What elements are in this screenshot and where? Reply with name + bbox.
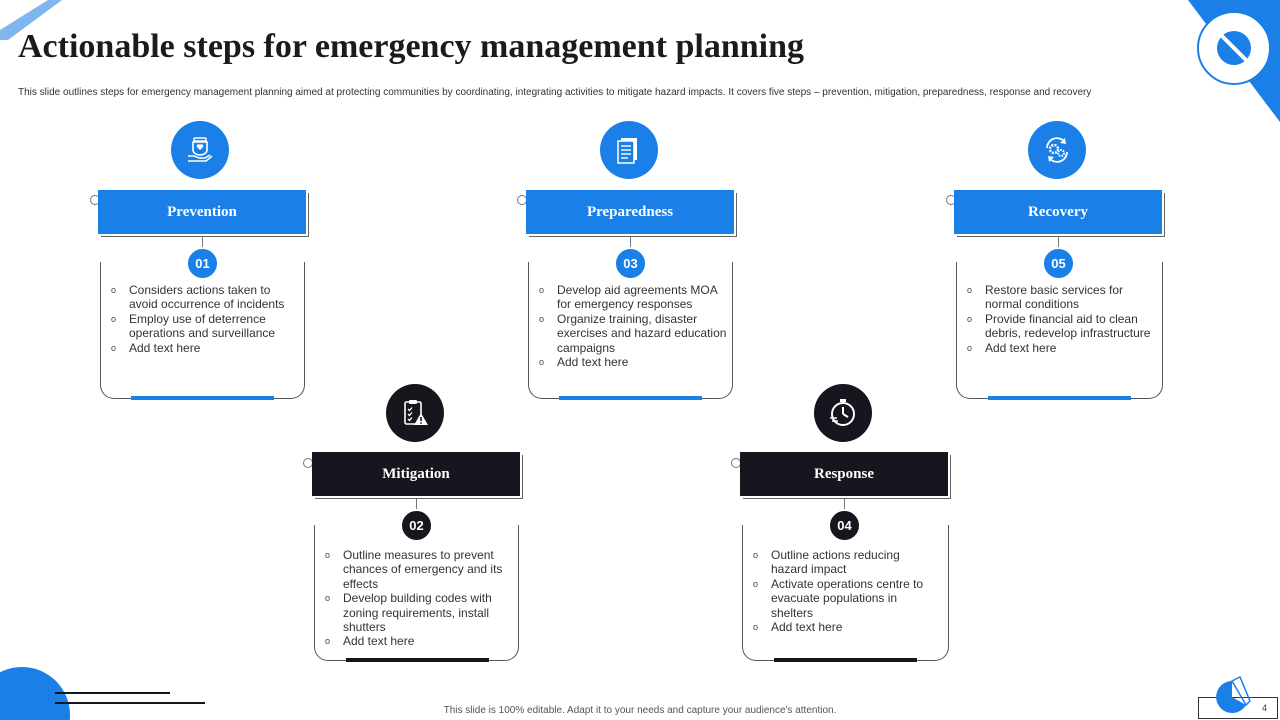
prevention-icon-circle — [171, 121, 229, 179]
page-number-pie-graphic — [1212, 675, 1252, 717]
page-number: 4 — [1261, 703, 1267, 713]
stopwatch-icon — [827, 397, 859, 429]
mitigation-label: Mitigation — [312, 452, 520, 496]
mitigation-bullet-1: o Outline measures to prevent chances of emergency and its effects — [315, 548, 511, 591]
clipboard-warning-icon — [399, 397, 431, 429]
recovery-icon-circle — [1028, 121, 1086, 179]
prevention-label: Prevention — [98, 190, 306, 234]
preparedness-label: Preparedness — [526, 190, 734, 234]
gears-cycle-icon — [1041, 134, 1073, 166]
response-icon-circle — [814, 384, 872, 442]
prevention-card — [100, 262, 305, 399]
preparedness-bullet-2: o Organize training, disaster exercises and hazard education campaigns — [529, 312, 729, 355]
response-step-number: 04 — [828, 509, 861, 542]
mitigation-bullet-3: o Add text here — [315, 634, 511, 648]
prevention-bullet-3: o Add text here — [101, 341, 301, 355]
prevention-bullet-2: o Employ use of deterrence operations and surveillance — [101, 312, 301, 341]
response-card-bar — [774, 658, 917, 662]
preparedness-icon-circle — [600, 121, 658, 179]
recovery-card — [956, 262, 1163, 399]
recovery-bullet-3: o Add text here — [957, 341, 1159, 355]
mitigation-card-bar — [346, 658, 489, 662]
response-bullet-2: o Activate operations centre to evacuate populations in shelters — [743, 577, 933, 620]
response-card — [742, 525, 949, 661]
preparedness-bullet-3: o Add text here — [529, 355, 729, 369]
footer-note: This slide is 100% editable. Adapt it to your needs and capture your audience's attention. — [443, 705, 837, 716]
page-subtitle: This slide outlines steps for emergency management planning aimed at protecting communities by coordinating, integrating activities to mitigate hazard impacts. It covers five steps – prevention, mitigation, preparedness, response and recovery — [18, 87, 1092, 98]
mitigation-card — [314, 525, 519, 661]
response-bullet-1: o Outline actions reducing hazard impact — [743, 548, 933, 577]
documents-icon — [613, 134, 645, 166]
preparedness-bullet-1: o Develop aid agreements MOA for emergency responses — [529, 283, 729, 312]
preparedness-card-bar — [559, 396, 702, 400]
response-label: Response — [740, 452, 948, 496]
mitigation-step-number: 02 — [400, 509, 433, 542]
prevention-bullet-1: o Considers actions taken to avoid occurrence of incidents — [101, 283, 301, 312]
preparedness-step-number: 03 — [614, 247, 647, 280]
prevention-card-bar — [131, 396, 274, 400]
mitigation-icon-circle — [386, 384, 444, 442]
response-bullet-3: o Add text here — [743, 620, 933, 634]
recovery-step-number: 05 — [1042, 247, 1075, 280]
mitigation-bullet-2: o Develop building codes with zoning requirements, install shutters — [315, 591, 511, 634]
prevention-step-number: 01 — [186, 247, 219, 280]
recovery-label: Recovery — [954, 190, 1162, 234]
recovery-card-bar — [988, 396, 1131, 400]
top-right-corner-graphic — [1180, 0, 1280, 125]
preparedness-card — [528, 262, 733, 399]
recovery-bullet-2: o Provide financial aid to clean debris, redevelop infrastructure — [957, 312, 1159, 341]
page-title: Actionable steps for emergency management planning — [18, 28, 805, 65]
hand-shield-heart-icon — [184, 134, 216, 166]
recovery-bullet-1: o Restore basic services for normal conditions — [957, 283, 1159, 312]
